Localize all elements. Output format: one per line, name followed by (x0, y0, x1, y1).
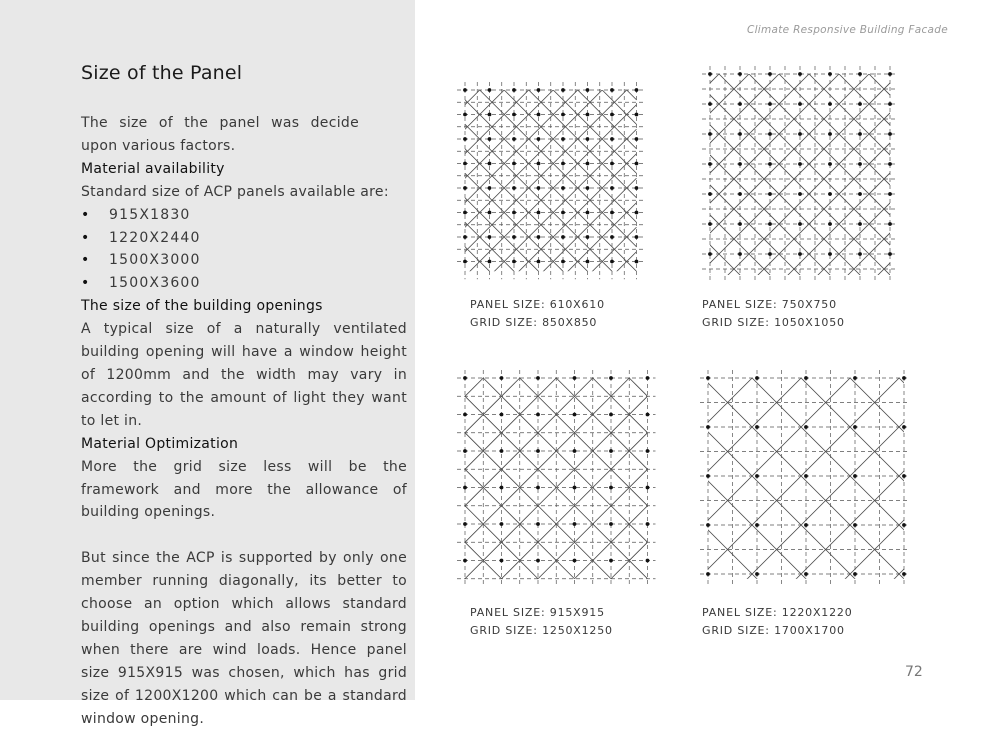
node-dot (798, 252, 802, 256)
node-dot (828, 192, 832, 196)
node-dot (708, 102, 712, 106)
node-dot (463, 522, 467, 526)
panel-size-label: PANEL SIZE: 750X750 (702, 296, 845, 314)
node-dot (586, 113, 590, 117)
node-dot (706, 376, 710, 380)
node-dot (646, 522, 650, 526)
node-dot (888, 222, 892, 226)
panel-size-label: PANEL SIZE: 1220X1220 (702, 604, 853, 622)
node-dot (463, 186, 467, 190)
node-dot (561, 211, 565, 215)
node-dot (708, 72, 712, 76)
node-dot (853, 572, 857, 576)
node-dot (537, 260, 541, 264)
node-dot (768, 222, 772, 226)
panel-edge-line (455, 90, 627, 280)
node-dot (888, 132, 892, 136)
grid-size-label: GRID SIZE: 1700X1700 (702, 622, 853, 640)
node-dot (500, 559, 504, 563)
panel-edge-line (556, 378, 660, 596)
node-dot (537, 211, 541, 215)
panel-edge-line (455, 90, 655, 280)
panel-edge-line (850, 378, 908, 596)
node-dot (888, 102, 892, 106)
node-dot (738, 222, 742, 226)
node-dot (804, 523, 808, 527)
node-dot (902, 523, 906, 527)
panel-edge-line (602, 90, 655, 280)
node-dot (488, 211, 492, 215)
list-item: • 1500X3000 (81, 249, 407, 272)
diagram-caption-1220 (702, 604, 853, 640)
panel-edge-line (698, 378, 703, 596)
node-dot (798, 162, 802, 166)
node-dot (853, 376, 857, 380)
node-dot (512, 113, 516, 117)
node-dot (537, 113, 541, 117)
node-dot (536, 522, 540, 526)
node-dot (635, 235, 639, 239)
node-dot (536, 449, 540, 453)
subhead-material-availability: Material availability (81, 158, 407, 181)
node-dot (853, 425, 857, 429)
subhead-building-openings: The size of the building openings (81, 295, 407, 318)
panel-edge-line (779, 74, 900, 284)
node-dot (463, 449, 467, 453)
node-dot (488, 186, 492, 190)
material-optimization-text: More the grid size less will be the framework and more the allowance of building openings. (81, 456, 407, 525)
node-dot (858, 132, 862, 136)
panel-edge-line (455, 90, 655, 280)
panel-edge-line (455, 90, 655, 280)
panel-edge-line (455, 90, 655, 280)
node-dot (512, 137, 516, 141)
node-dot (804, 474, 808, 478)
node-dot (708, 252, 712, 256)
node-dot (561, 137, 565, 141)
node-dot (610, 88, 614, 92)
grid-diagram-610 (455, 80, 655, 280)
panel-size-list (81, 204, 407, 296)
panel-edge-line (455, 90, 504, 280)
node-dot (610, 113, 614, 117)
panel-edge-line (455, 90, 529, 280)
node-dot (706, 572, 710, 576)
node-dot (463, 162, 467, 166)
panel-edge-line (455, 90, 655, 280)
node-dot (646, 559, 650, 563)
panel-edge-line (455, 90, 578, 280)
panel-edge-line (698, 378, 908, 596)
node-dot (573, 376, 577, 380)
node-dot (768, 252, 772, 256)
node-dot (858, 162, 862, 166)
node-dot (755, 523, 759, 527)
node-dot (738, 102, 742, 106)
node-dot (853, 523, 857, 527)
node-dot (561, 88, 565, 92)
node-dot (635, 211, 639, 215)
node-dot (706, 425, 710, 429)
node-dot (586, 235, 590, 239)
panel-edge-line (553, 90, 655, 280)
node-dot (646, 413, 650, 417)
node-dot (512, 235, 516, 239)
document-header-title: Climate Responsive Building Facade (700, 24, 948, 36)
material-availability-text: Standard size of ACP panels available are: (81, 181, 407, 204)
subhead-material-optimization: Material Optimization (81, 433, 407, 456)
node-dot (512, 260, 516, 264)
panel-diagonals (698, 378, 908, 596)
node-dot (706, 523, 710, 527)
panel-edge-line (455, 90, 655, 280)
node-dot (635, 260, 639, 264)
building-openings-text: A typical size of a naturally ventilated building opening will have a window height of 1200mm and the width may vary in according to the amount of light they want to let in. (81, 318, 407, 433)
node-dot (586, 162, 590, 166)
node-dot (463, 137, 467, 141)
node-dot (610, 162, 614, 166)
node-dot (635, 88, 639, 92)
node-dot (561, 235, 565, 239)
grid-size-label: GRID SIZE: 850X850 (470, 314, 605, 332)
node-dot (738, 192, 742, 196)
node-dot (488, 260, 492, 264)
node-dot (708, 222, 712, 226)
node-dot (488, 235, 492, 239)
node-dot (609, 522, 613, 526)
node-dot (858, 102, 862, 106)
node-dot (902, 572, 906, 576)
node-dot (828, 102, 832, 106)
node-dot (586, 186, 590, 190)
node-dot (888, 252, 892, 256)
node-dot (828, 162, 832, 166)
node-dot (573, 449, 577, 453)
node-dot (804, 376, 808, 380)
node-dot (537, 88, 541, 92)
node-dot (536, 486, 540, 490)
node-dot (512, 162, 516, 166)
node-dot (738, 252, 742, 256)
page-number: 72 (905, 664, 923, 680)
node-dot (488, 162, 492, 166)
diagram-caption-610 (470, 296, 605, 332)
node-dot (858, 222, 862, 226)
node-dot (902, 376, 906, 380)
node-dot (708, 132, 712, 136)
diagram-caption-915 (470, 604, 613, 640)
node-dot (561, 162, 565, 166)
node-dot (708, 162, 712, 166)
node-dot (828, 252, 832, 256)
node-dot (463, 376, 467, 380)
node-dot (573, 486, 577, 490)
node-dot (853, 474, 857, 478)
node-dot (500, 522, 504, 526)
panel-edge-line (698, 378, 899, 596)
node-dot (463, 413, 467, 417)
node-dot (635, 113, 639, 117)
node-dot (755, 474, 759, 478)
panel-edge-line (629, 378, 660, 596)
node-dot (635, 137, 639, 141)
node-dot (828, 132, 832, 136)
node-dot (573, 413, 577, 417)
panel-edge-line (698, 378, 908, 596)
node-dot (798, 192, 802, 196)
node-dot (610, 137, 614, 141)
node-dot (858, 192, 862, 196)
panel-edge-line (455, 90, 655, 280)
node-dot (537, 235, 541, 239)
panel-edge-line (899, 378, 908, 596)
panel-edge-line (698, 378, 850, 596)
list-item: • 1220X2440 (81, 227, 407, 250)
panel-edge-line (455, 90, 651, 280)
node-dot (828, 72, 832, 76)
node-dot (828, 222, 832, 226)
node-dot (463, 211, 467, 215)
node-dot (708, 192, 712, 196)
panel-edge-line (455, 90, 655, 280)
conclusion-paragraph: But since the ACP is supported by only one member running diagonally, its better to choose an option which allows standard building openings and also remain strong when there are wind loads. Hence panel size 915X915 was chosen, which has grid size of 1200X1200 which can be a standard window opening. (81, 547, 407, 730)
node-dot (635, 162, 639, 166)
panel-edge-line (698, 378, 908, 596)
node-dot (463, 88, 467, 92)
node-dot (561, 260, 565, 264)
node-dot (586, 137, 590, 141)
node-dot (768, 72, 772, 76)
node-dot (646, 376, 650, 380)
node-dot (610, 211, 614, 215)
node-dot (500, 449, 504, 453)
node-dot (858, 252, 862, 256)
node-dot (902, 474, 906, 478)
panel-edge-line (703, 378, 908, 596)
node-dot (798, 222, 802, 226)
list-item: • 1500X3600 (81, 272, 407, 295)
node-dot (537, 137, 541, 141)
node-dot (512, 211, 516, 215)
node-dot (586, 260, 590, 264)
grid-size-label: GRID SIZE: 1050X1050 (702, 314, 845, 332)
list-item: • 915X1830 (81, 204, 407, 227)
panel-edge-line (698, 378, 908, 596)
panel-edge-line (504, 90, 655, 280)
node-dot (738, 162, 742, 166)
panel-edge-line (651, 90, 655, 280)
node-dot (488, 113, 492, 117)
node-dot (888, 192, 892, 196)
node-dot (610, 260, 614, 264)
node-dot (512, 88, 516, 92)
node-dot (609, 376, 613, 380)
node-dot (537, 186, 541, 190)
node-dot (463, 486, 467, 490)
node-dot (536, 376, 540, 380)
node-dot (463, 113, 467, 117)
node-dot (738, 132, 742, 136)
grid-size-label: GRID SIZE: 1250X1250 (470, 622, 613, 640)
node-dot (768, 162, 772, 166)
panel-edge-line (455, 378, 556, 596)
grid-diagram-750 (700, 62, 900, 284)
panel-edge-line (698, 378, 908, 596)
panel-size-label: PANEL SIZE: 915X915 (470, 604, 613, 622)
panel-edge-line (455, 90, 655, 280)
node-dot (768, 102, 772, 106)
node-dot (488, 88, 492, 92)
node-dot (512, 186, 516, 190)
node-dot (755, 572, 759, 576)
node-dot (586, 88, 590, 92)
node-dot (573, 559, 577, 563)
grid-diagram-1220 (698, 366, 908, 596)
panel-edge-line (698, 378, 752, 596)
node-dot (609, 413, 613, 417)
node-dot (858, 72, 862, 76)
node-dot (798, 102, 802, 106)
node-dot (646, 449, 650, 453)
panel-size-label: PANEL SIZE: 610X610 (470, 296, 605, 314)
node-dot (706, 474, 710, 478)
node-dot (463, 235, 467, 239)
panel-edge-line (455, 90, 655, 280)
paragraph-spacer (81, 524, 407, 547)
node-dot (610, 186, 614, 190)
node-dot (610, 235, 614, 239)
panel-edge-line (455, 90, 655, 280)
intro-paragraph: The size of the panel was decide upon various factors. (81, 112, 359, 158)
node-dot (609, 449, 613, 453)
body-text (81, 112, 407, 730)
panel-edge-line (698, 378, 908, 596)
panel-edge-line (455, 90, 655, 280)
panel-edge-line (455, 90, 655, 280)
node-dot (798, 72, 802, 76)
panel-edge-line (455, 90, 655, 280)
node-dot (536, 413, 540, 417)
diagram-caption-750 (702, 296, 845, 332)
node-dot (768, 192, 772, 196)
node-dot (500, 413, 504, 417)
node-dot (537, 162, 541, 166)
node-dot (609, 486, 613, 490)
node-dot (463, 559, 467, 563)
node-dot (768, 132, 772, 136)
grid-diagram-915 (455, 366, 660, 596)
node-dot (561, 113, 565, 117)
node-dot (573, 522, 577, 526)
panel-diagonals (455, 90, 655, 280)
panel-edge-line (698, 378, 908, 596)
node-dot (500, 376, 504, 380)
node-dot (755, 376, 759, 380)
node-dot (646, 486, 650, 490)
node-dot (798, 132, 802, 136)
panel-edge-line (698, 378, 908, 596)
node-dot (500, 486, 504, 490)
panel-edge-line (698, 378, 908, 596)
node-dot (755, 425, 759, 429)
node-dot (738, 72, 742, 76)
panel-edge-line (455, 90, 655, 280)
panel-diagonals (455, 378, 660, 596)
node-dot (804, 425, 808, 429)
panel-edge-line (752, 378, 908, 596)
node-dot (635, 186, 639, 190)
panel-edge-line (455, 90, 655, 280)
node-dot (586, 211, 590, 215)
node-dot (463, 260, 467, 264)
panel-edge-line (698, 378, 908, 596)
node-dot (561, 186, 565, 190)
section-title: Size of the Panel (81, 62, 242, 84)
node-dot (888, 162, 892, 166)
node-dot (888, 72, 892, 76)
node-dot (902, 425, 906, 429)
node-dot (488, 137, 492, 141)
node-dot (609, 559, 613, 563)
node-dot (536, 559, 540, 563)
node-dot (804, 572, 808, 576)
panel-edge-line (455, 378, 629, 596)
panel-edge-line (899, 74, 900, 284)
